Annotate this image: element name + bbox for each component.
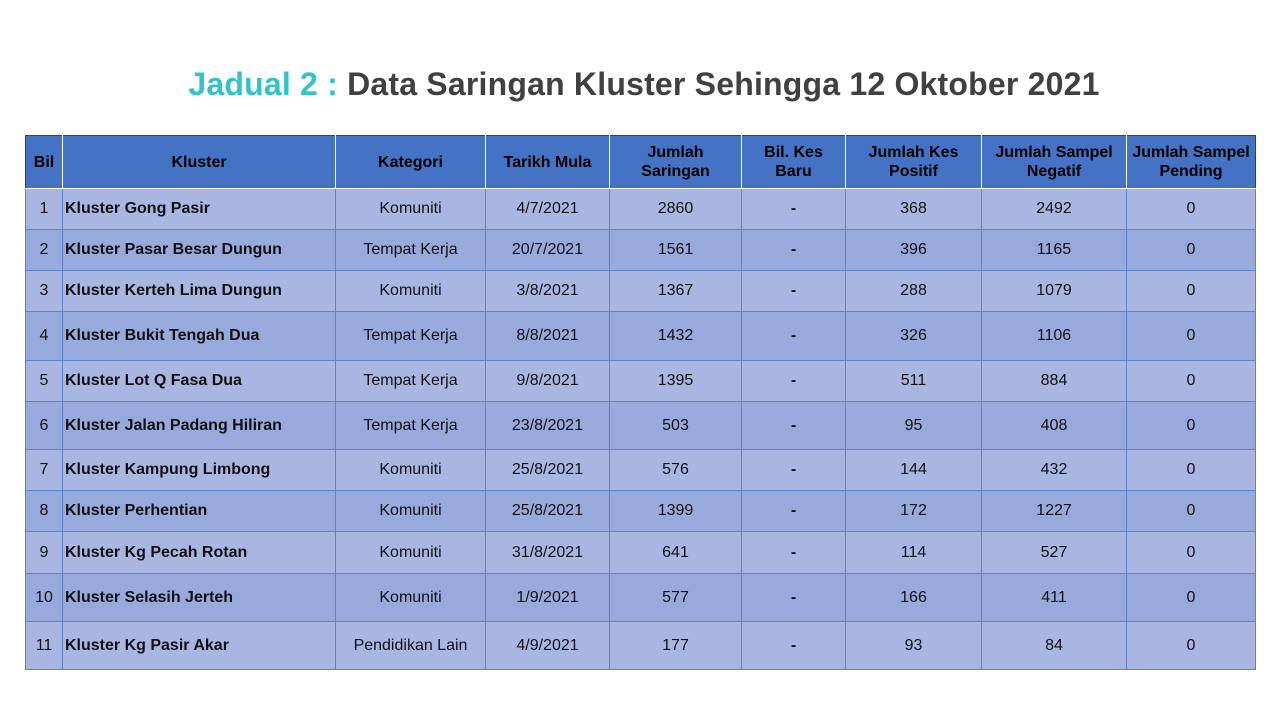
cell-kategori: Tempat Kerja	[336, 402, 486, 450]
header-tarikh-mula: Tarikh Mula	[486, 136, 610, 189]
cell-positif: 511	[846, 361, 982, 402]
cell-negatif: 1106	[982, 312, 1127, 361]
cell-tarikh: 31/8/2021	[486, 532, 610, 574]
cell-pending: 0	[1127, 450, 1256, 491]
cell-saringan: 177	[610, 622, 742, 670]
cell-negatif: 2492	[982, 189, 1127, 230]
cell-saringan: 1395	[610, 361, 742, 402]
cell-bil: 1	[26, 189, 63, 230]
cell-negatif: 411	[982, 574, 1127, 622]
table-row	[26, 230, 1256, 271]
cell-negatif: 408	[982, 402, 1127, 450]
cell-negatif: 1079	[982, 271, 1127, 312]
cell-kes-baru: -	[742, 230, 846, 271]
header-kluster: Kluster	[63, 136, 336, 189]
page-title	[0, 66, 1280, 103]
cell-kategori: Komuniti	[336, 532, 486, 574]
cell-positif: 93	[846, 622, 982, 670]
table-row	[26, 491, 1256, 532]
header-bil: Bil	[26, 136, 63, 189]
cell-positif: 144	[846, 450, 982, 491]
header-bil-kes-baru: Bil. Kes Baru	[742, 136, 846, 189]
table-row	[26, 532, 1256, 574]
cell-pending: 0	[1127, 491, 1256, 532]
cell-kluster: Kluster Kg Pecah Rotan	[63, 532, 336, 574]
cell-bil: 11	[26, 622, 63, 670]
cell-kes-baru: -	[742, 450, 846, 491]
header-jumlah-sampel-negatif: Jumlah Sampel Negatif	[982, 136, 1127, 189]
table-row	[26, 574, 1256, 622]
cell-bil: 9	[26, 532, 63, 574]
cell-kategori: Komuniti	[336, 450, 486, 491]
cell-saringan: 503	[610, 402, 742, 450]
cell-kluster: Kluster Kampung Limbong	[63, 450, 336, 491]
cell-kluster: Kluster Gong Pasir	[63, 189, 336, 230]
cell-tarikh: 3/8/2021	[486, 271, 610, 312]
cell-bil: 8	[26, 491, 63, 532]
header-kategori: Kategori	[336, 136, 486, 189]
cell-negatif: 884	[982, 361, 1127, 402]
cell-bil: 4	[26, 312, 63, 361]
table-row	[26, 312, 1256, 361]
table-row	[26, 450, 1256, 491]
cell-kes-baru: -	[742, 622, 846, 670]
cell-pending: 0	[1127, 622, 1256, 670]
cell-saringan: 2860	[610, 189, 742, 230]
cell-saringan: 641	[610, 532, 742, 574]
header-jumlah-kes-positif: Jumlah Kes Positif	[846, 136, 982, 189]
cell-tarikh: 25/8/2021	[486, 491, 610, 532]
cell-pending: 0	[1127, 189, 1256, 230]
cell-kategori: Tempat Kerja	[336, 312, 486, 361]
cell-kes-baru: -	[742, 361, 846, 402]
cell-kluster: Kluster Lot Q Fasa Dua	[63, 361, 336, 402]
cell-kluster: Kluster Kerteh Lima Dungun	[63, 271, 336, 312]
cell-kes-baru: -	[742, 574, 846, 622]
cell-kes-baru: -	[742, 312, 846, 361]
cell-positif: 326	[846, 312, 982, 361]
cell-saringan: 577	[610, 574, 742, 622]
cell-pending: 0	[1127, 271, 1256, 312]
cell-kluster: Kluster Pasar Besar Dungun	[63, 230, 336, 271]
cell-saringan: 1561	[610, 230, 742, 271]
cell-bil: 5	[26, 361, 63, 402]
cell-bil: 6	[26, 402, 63, 450]
table-row	[26, 271, 1256, 312]
cell-bil: 2	[26, 230, 63, 271]
cell-bil: 7	[26, 450, 63, 491]
cell-positif: 396	[846, 230, 982, 271]
cell-kluster: Kluster Perhentian	[63, 491, 336, 532]
table-row	[26, 361, 1256, 402]
cell-positif: 114	[846, 532, 982, 574]
cell-tarikh: 20/7/2021	[486, 230, 610, 271]
cell-kategori: Pendidikan Lain	[336, 622, 486, 670]
cell-bil: 10	[26, 574, 63, 622]
cell-positif: 368	[846, 189, 982, 230]
header-jumlah-sampel-pending: Jumlah Sampel Pending	[1127, 136, 1256, 189]
cell-tarikh: 9/8/2021	[486, 361, 610, 402]
cell-saringan: 1399	[610, 491, 742, 532]
cell-positif: 95	[846, 402, 982, 450]
cell-kategori: Komuniti	[336, 189, 486, 230]
title-main: Data Saringan Kluster Sehingga 12 Oktober 2021	[347, 66, 1100, 102]
cell-tarikh: 23/8/2021	[486, 402, 610, 450]
table-row	[26, 189, 1256, 230]
cell-tarikh: 8/8/2021	[486, 312, 610, 361]
cell-positif: 166	[846, 574, 982, 622]
cell-positif: 288	[846, 271, 982, 312]
header-jumlah-saringan: Jumlah Saringan	[610, 136, 742, 189]
cluster-table	[25, 135, 1256, 670]
cell-saringan: 576	[610, 450, 742, 491]
table-header-row	[26, 136, 1256, 189]
cell-kluster: Kluster Jalan Padang Hiliran	[63, 402, 336, 450]
title-prefix: Jadual 2 :	[188, 66, 338, 102]
cell-kluster: Kluster Selasih Jerteh	[63, 574, 336, 622]
cell-kategori: Komuniti	[336, 491, 486, 532]
cell-pending: 0	[1127, 312, 1256, 361]
cell-tarikh: 4/7/2021	[486, 189, 610, 230]
cell-kes-baru: -	[742, 532, 846, 574]
cell-negatif: 84	[982, 622, 1127, 670]
cell-kluster: Kluster Kg Pasir Akar	[63, 622, 336, 670]
cell-tarikh: 4/9/2021	[486, 622, 610, 670]
cell-pending: 0	[1127, 361, 1256, 402]
table-row	[26, 622, 1256, 670]
cell-tarikh: 25/8/2021	[486, 450, 610, 491]
cell-negatif: 432	[982, 450, 1127, 491]
cell-pending: 0	[1127, 230, 1256, 271]
cell-kes-baru: -	[742, 491, 846, 532]
cell-kes-baru: -	[742, 271, 846, 312]
cell-negatif: 527	[982, 532, 1127, 574]
cell-kes-baru: -	[742, 402, 846, 450]
cell-pending: 0	[1127, 574, 1256, 622]
cell-kategori: Komuniti	[336, 574, 486, 622]
cell-tarikh: 1/9/2021	[486, 574, 610, 622]
cell-kes-baru: -	[742, 189, 846, 230]
table-row	[26, 402, 1256, 450]
cell-saringan: 1432	[610, 312, 742, 361]
cell-positif: 172	[846, 491, 982, 532]
cell-pending: 0	[1127, 402, 1256, 450]
cell-bil: 3	[26, 271, 63, 312]
cell-negatif: 1165	[982, 230, 1127, 271]
cell-kategori: Komuniti	[336, 271, 486, 312]
cell-saringan: 1367	[610, 271, 742, 312]
cell-pending: 0	[1127, 532, 1256, 574]
cell-negatif: 1227	[982, 491, 1127, 532]
cell-kluster: Kluster Bukit Tengah Dua	[63, 312, 336, 361]
cell-kategori: Tempat Kerja	[336, 230, 486, 271]
cell-kategori: Tempat Kerja	[336, 361, 486, 402]
